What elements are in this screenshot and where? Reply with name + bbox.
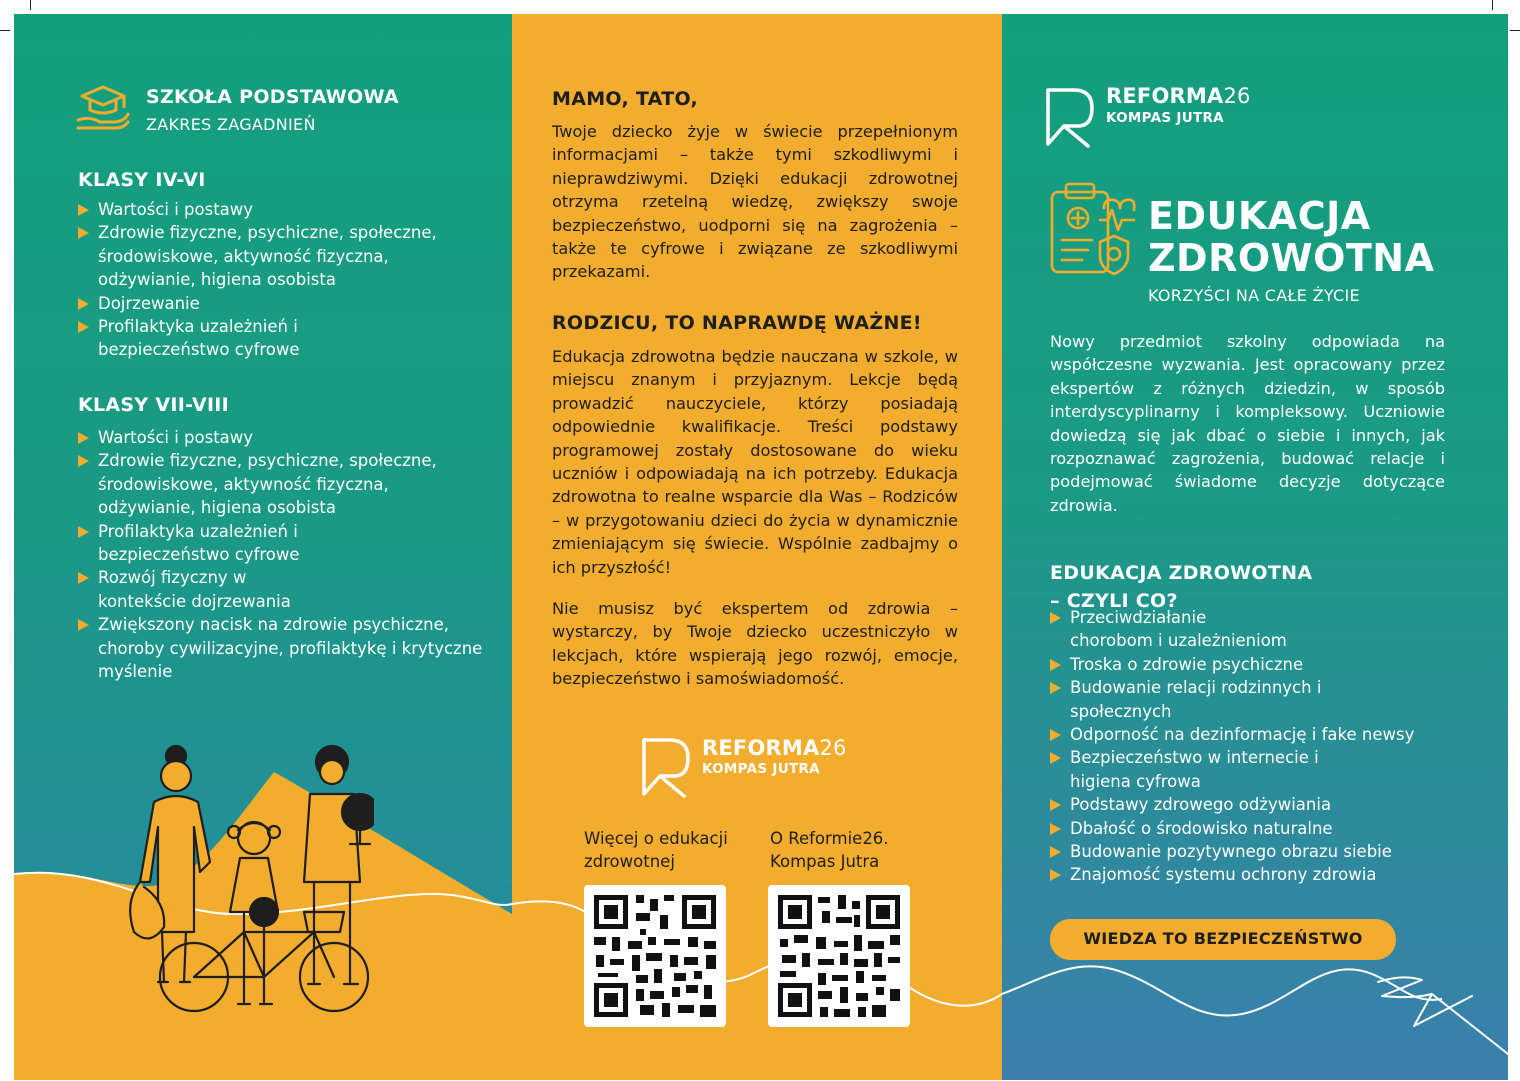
list-item: Zdrowie fizyczne, psychiczne, społeczne, środowiskowe, aktywność fizyczna, odżywianie, higiena osobista <box>78 221 478 291</box>
tagline: KORZYŚCI NA CAŁE ŻYCIE <box>1148 286 1360 305</box>
list-item: Podstawy zdrowego odżywiania <box>1050 793 1460 816</box>
crop-mark <box>0 30 10 31</box>
logo-name <box>702 736 847 760</box>
para-school: Edukacja zdrowotna będzie nauczana w szkole, w miejscu znanym i przyjaznym. Lekcje będą prowadzić nauczyciele, którzy posiadają odpowiednie kwalifikacje. Treści podstawy programowej zostały dostosowane do wieku uczniów i odpowiadają na ich potrzeby. Edukacja zdrowotna to realne wsparcie dla Was – Rodziców – w przygotowaniu dzieci do życia w dynamicznie zmieniającym się świecie. Wspólnie zadbajmy o ich przyszłość! <box>552 347 958 577</box>
qr-code <box>768 885 910 1027</box>
list-item: Dojrzewanie <box>78 292 478 315</box>
logo-name <box>1106 84 1251 108</box>
list-title-line1: EDUKACJA ZDROWOTNA <box>1050 562 1313 584</box>
list-item: Budowanie relacji rodzinnych i społecznych <box>1050 676 1325 723</box>
logo-number: 26 <box>1223 84 1251 108</box>
list-item: Zwiększony nacisk na zdrowie psychiczne, choroby cywilizacyjne, profilaktykę i krytyczne myślenie <box>78 613 488 683</box>
crop-mark <box>30 0 31 10</box>
logo-subtitle: KOMPAS JUTRA <box>1106 110 1224 126</box>
qr-code-edukacja[interactable] <box>584 885 726 1027</box>
list-item: Dbałość o środowisko naturalne <box>1050 817 1460 840</box>
heading-rodzicu: RODZICU, TO NAPRAWDĘ WAŻNE! <box>552 312 922 334</box>
benefits-list <box>1050 606 1460 887</box>
para-intro: Twoje dziecko żyje w świecie przepełnionym informacjami – także tymi szkodliwymi i nieprawdziwymi. Dzięki edukacji zdrowotnej otrzyma rzetelną wiedzę, zwiększy swoje bezpieczeństwo, uodporni się na zagrożenia – także te cyfrowe i związane ze szkodliwymi przekazami. <box>552 122 958 282</box>
list-title-line2: – CZYLI CO? <box>1050 590 1178 612</box>
list-item: Przeciwdziałanie chorobom i uzależnieniom <box>1050 606 1290 653</box>
reforma-logo-icon <box>1044 86 1096 148</box>
qr-code-reforma[interactable] <box>768 885 910 1027</box>
list-item: Odporność na dezinformację i fake newsy <box>1050 723 1460 746</box>
reforma-logo-icon <box>640 736 692 798</box>
logo-name-text: REFORMA <box>702 736 820 760</box>
logo-number: 26 <box>819 736 847 760</box>
graduation-cap-icon <box>76 82 130 132</box>
list-item: Troska o zdrowie psychiczne <box>1050 653 1460 676</box>
wiedza-button[interactable]: WIEDZA TO BEZPIECZEŃSTWO <box>1050 919 1396 960</box>
right-panel <box>1002 14 1508 1080</box>
list-item: Budowanie pozytywnego obrazu siebie <box>1050 840 1460 863</box>
logo-subtitle: KOMPAS JUTRA <box>702 761 820 777</box>
qr-code <box>584 885 726 1027</box>
logo-name-text: REFORMA <box>1106 84 1224 108</box>
list-item: Profilaktyka uzależnień i bezpieczeństwo cyfrowe <box>78 315 343 362</box>
family-illustration <box>114 732 374 1032</box>
main-title-line1: EDUKACJA <box>1148 194 1371 238</box>
para-expert: Nie musisz być ekspertem od zdrowia – wystarczy, by Twoje dziecko uczestniczyło w lekcjach, które wspierają jego rozwój, emocje, bezpieczeństwo i samoświadomość. <box>552 599 958 689</box>
list-item: Bezpieczeństwo w internecie i higiena cyfrowa <box>1050 746 1340 793</box>
section-title-iv-vi: KLASY IV-VI <box>78 169 206 191</box>
crop-mark <box>1510 30 1520 31</box>
school-title: SZKOŁA PODSTAWOWA <box>146 86 399 108</box>
qr2-label: O Reformie26. Kompas Jutra <box>770 829 889 872</box>
left-panel <box>14 14 512 1080</box>
section-title-vii-viii: KLASY VII-VIII <box>78 394 230 416</box>
list-item: Profilaktyka uzależnień i bezpieczeństwo cyfrowe <box>78 520 343 567</box>
crop-mark <box>1492 0 1493 10</box>
list-item: Zdrowie fizyczne, psychiczne, społeczne, środowiskowe, aktywność fizyczna, odżywianie, higiena osobista <box>78 449 468 519</box>
heading-mamo-tato: MAMO, TATO, <box>552 88 699 110</box>
clipboard-health-icon <box>1048 180 1138 280</box>
main-title-line2: ZDROWOTNA <box>1148 236 1435 280</box>
qr1-label: Więcej o edukacji zdrowotnej <box>584 829 728 872</box>
list-item: Wartości i postawy <box>78 426 488 449</box>
list-item: Wartości i postawy <box>78 198 478 221</box>
school-subtitle: ZAKRES ZAGADNIEŃ <box>146 115 316 134</box>
list-vii-viii <box>78 426 488 683</box>
list-item: Znajomość systemu ochrony zdrowia <box>1050 863 1460 886</box>
list-item: Rozwój fizyczny w kontekście dojrzewania <box>78 566 318 613</box>
middle-panel <box>512 14 1002 1080</box>
list-iv-vi <box>78 198 478 362</box>
intro-paragraph: Nowy przedmiot szkolny odpowiada na współczesne wyzwania. Jest opracowany przez ekspertów z różnych dziedzin, w sposób interdyscyplinarny i kompleksowy. Uczniowie dowiedzą się jak dbać o siebie i innych, jak rozpoznawać zagrożenia, budować relacje i podejmować świadome decyzje dotyczące zdrowia. <box>1050 332 1445 515</box>
